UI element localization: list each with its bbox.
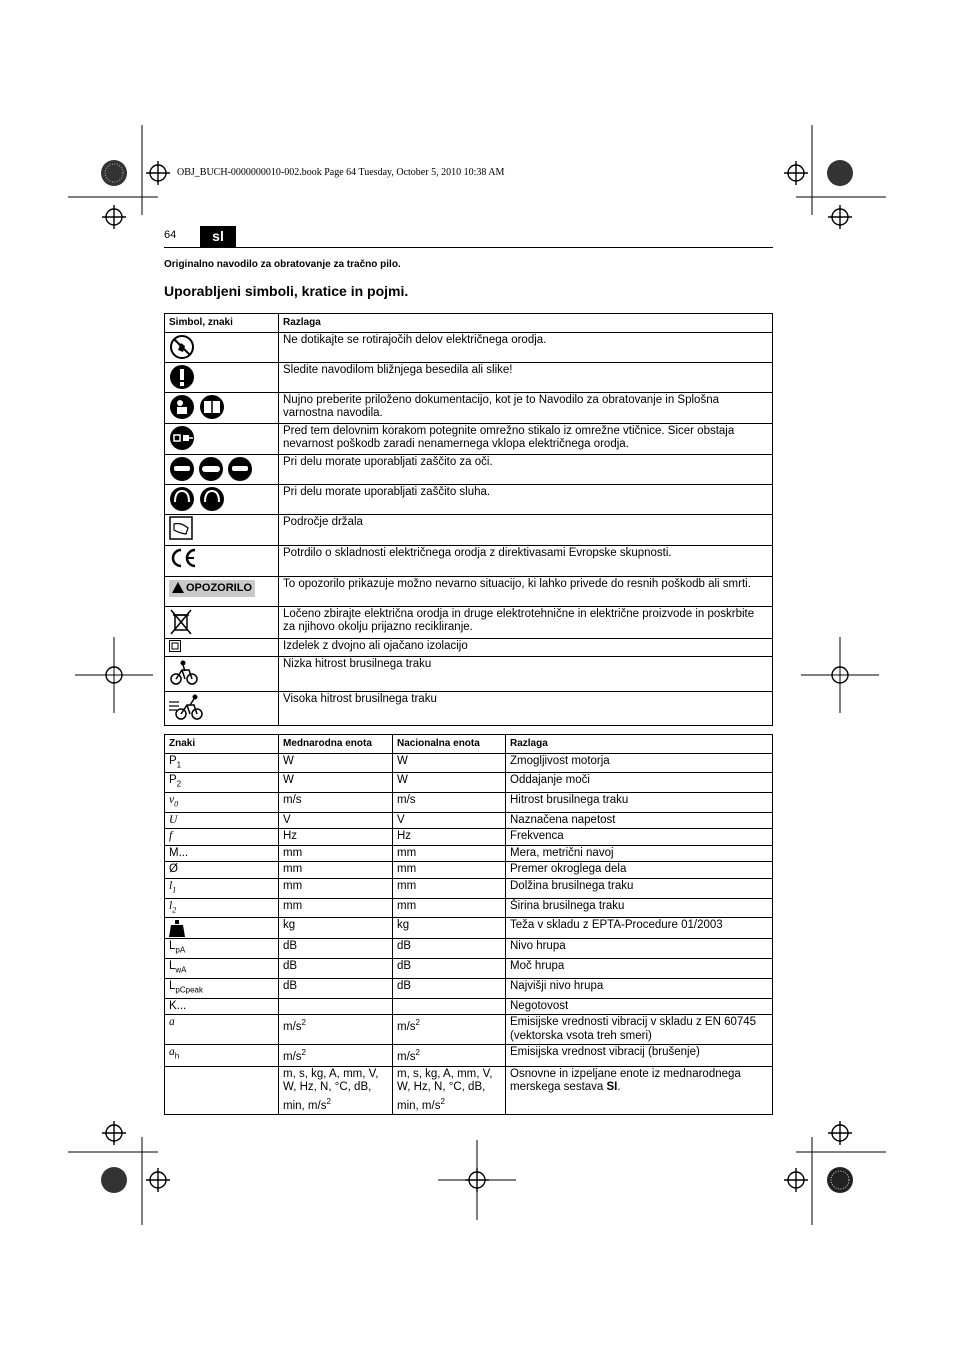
table-row [165,1045,773,1066]
table-row [165,638,773,656]
national-unit-cell [393,812,506,829]
unit-superscript: 2 [415,1048,420,1058]
unit-text: W [397,774,408,787]
explanation-text: Hitrost brusilnega traku [510,794,629,807]
unit-text: mm [283,846,303,859]
sign-symbol: K... [169,999,187,1012]
explanation-text: Negotovost [510,999,569,1012]
unit-text: W [283,754,294,767]
explanation-text: Emisijska vrednost vibracij (brušenje) [510,1046,700,1059]
explanation-text: Premer okroglega dela [510,863,627,876]
sign-symbol: L [169,960,176,973]
unit-text: mm [397,846,417,859]
symbols-table [164,313,773,726]
unit-superscript: 2 [301,1048,306,1058]
unit-text: m/s [283,1021,302,1034]
warning-triangle-icon [172,582,184,593]
international-unit-cell [279,998,393,1015]
symbol-cell [165,656,279,691]
symbol-cell [165,484,279,514]
header-rule [164,247,773,248]
sign-subscript: 2 [172,904,177,914]
unit-text: m/s [397,1051,416,1064]
explanation-cell: Pred tem delovnim korakom potegnite omrežno stikalo iz omrežne vtičnice. Sicer obstaja nevarnost poškodb zaradi nenamernega vklopa električnega orodja. [279,423,773,454]
unit-text: dB [283,940,298,953]
international-unit-cell [279,862,393,879]
unit-text: mm [397,863,417,876]
international-unit-cell [279,812,393,829]
national-unit-cell [393,898,506,918]
hand-grip-icon [169,516,193,540]
symbol-cell [165,332,279,362]
national-unit-cell [393,1045,506,1066]
sign-cell [165,878,279,898]
unit-superscript: 2 [326,1096,331,1106]
table-row [165,998,773,1015]
table-row [165,656,773,691]
sign-cell [165,1066,279,1114]
table-row [165,484,773,514]
symbol-cell [165,362,279,392]
table-row [165,812,773,829]
symbol-cell [165,576,279,606]
unit-text: mm [283,899,303,912]
explanation-cell: Pri delu morate uporabljati zaščito sluha. [279,484,773,514]
explanation-cell: To opozorilo prikazuje možno nevarno situacijo, ki lahko privede do resnih poškodb ali smrti. [279,576,773,606]
unit-text: Hz [397,830,412,843]
national-unit-cell [393,862,506,879]
explanation-cell [506,959,773,979]
explanation-cell [506,793,773,813]
sign-cell [165,979,279,999]
sign-symbol: M... [169,846,189,859]
sign-cell [165,793,279,813]
table-row [165,862,773,879]
national-unit-cell [393,1015,506,1045]
explanation-cell [506,1066,773,1114]
explanation-cell [506,812,773,829]
unit-text: kg [283,919,296,932]
unit-text: mm [283,879,303,892]
header-explanation: Razlaga [506,735,773,754]
unit-text: dB [283,980,298,993]
unit-text: kg [397,919,410,932]
explanation-cell [506,898,773,918]
explanation-cell [506,1045,773,1066]
explanation-cell: Področje držala [279,514,773,545]
international-unit-cell [279,1015,393,1045]
table-row [165,606,773,638]
sign-cell [165,1045,279,1066]
explanation-cell: Potrdilo o skladnosti električnega orodja z direktivasami Evropske skupnosti. [279,545,773,576]
unplug-icon [169,425,195,451]
explanation-cell: Sledite navodilom bližnjega besedila ali slike! [279,362,773,392]
read-manual-icon [169,394,225,420]
file-info: OBJ_BUCH-0000000010-002.book Page 64 Tuesday, October 5, 2010 10:38 AM [177,167,505,178]
table-row [165,918,773,939]
sign-subscript: pCpeak [175,985,203,995]
sign-subscript: 0 [174,799,179,809]
language-tab: sl [200,226,236,247]
table-row [165,959,773,979]
explanation-cell: Izdelek z dvojno ali ojačano izolacijo [279,638,773,656]
table-row [165,1015,773,1045]
national-unit-cell [393,793,506,813]
unit-text: mm [397,899,417,912]
table-row [165,423,773,454]
sign-symbol: a [169,1046,175,1059]
explanation-tail: . [617,1081,621,1094]
table-row [165,691,773,725]
explanation-cell [506,878,773,898]
explanation-text: Zmogljivost motorja [510,754,610,767]
explanation-cell [506,918,773,939]
weee-bin-icon [169,608,193,636]
unit-text: m/s [397,1021,416,1034]
national-unit-cell [393,878,506,898]
sign-cell [165,918,279,939]
sign-cell [165,812,279,829]
sign-cell [165,998,279,1015]
explanation-cell: Ne dotikajte se rotirajočih delov električnega orodja. [279,332,773,362]
explanation-cell [506,773,773,793]
eye-protection-icon [169,456,253,482]
national-unit-cell [393,845,506,862]
unit-text: mm [283,863,303,876]
national-unit-cell [393,753,506,773]
sign-subscript: 1 [176,759,182,769]
explanation-cell [506,998,773,1015]
table-row [165,829,773,846]
sign-symbol: f [169,830,173,843]
explanation-text: Najvišji nivo hrupa [510,980,604,993]
weight-icon [169,919,185,937]
international-unit-cell [279,1066,393,1114]
national-unit-cell [393,773,506,793]
sign-cell [165,829,279,846]
symbol-cell [165,638,279,656]
unit-text: dB [397,980,412,993]
explanation-text: Emisijske vrednosti vibracij v skladu z EN 60745 (vektorska vsota treh smeri) [510,1016,757,1042]
table-row [165,939,773,959]
sign-subscript: pA [175,945,186,955]
national-unit-cell [393,918,506,939]
national-unit-cell [393,829,506,846]
international-unit-cell [279,898,393,918]
explanation-text: Oddajanje moči [510,774,590,787]
page-number: 64 [164,229,177,241]
table-row [165,514,773,545]
explanation-cell [506,845,773,862]
international-unit-cell [279,918,393,939]
sign-cell [165,898,279,918]
table-row [165,576,773,606]
national-unit-cell [393,939,506,959]
international-unit-cell [279,753,393,773]
sign-symbol: l [169,899,173,912]
unit-superscript: 2 [415,1018,420,1028]
symbol-cell [165,423,279,454]
explanation-text: Moč hrupa [510,960,565,973]
table-row [165,362,773,392]
table-row [165,793,773,813]
unit-text: m/s [283,1051,302,1064]
header-explanation: Razlaga [279,314,773,333]
explanation-text: Mera, metrični navoj [510,846,614,859]
unit-superscript: 2 [440,1096,445,1106]
sign-cell [165,753,279,773]
unit-text: m, s, kg, A, mm, V, W, Hz, N, °C, dB, min, m/s [283,1067,379,1112]
table-row [165,878,773,898]
table-row [165,545,773,576]
explanation-cell [506,939,773,959]
symbol-cell [165,691,279,725]
unit-text: W [283,774,294,787]
international-unit-cell [279,878,393,898]
explanation-cell: Nizka hitrost brusilnega traku [279,656,773,691]
unit-text: m/s [397,794,416,807]
explanation-cell [506,753,773,773]
international-unit-cell [279,773,393,793]
ear-protection-icon [169,486,225,512]
double-insulation-icon [169,640,181,652]
national-unit-cell [393,979,506,999]
international-unit-cell [279,979,393,999]
header-international-unit: Mednarodna enota [279,735,393,754]
explanation-text: Teža v skladu z EPTA-Procedure 01/2003 [510,919,723,932]
explanation-text: Osnovne in izpeljane enote iz mednarodnega merskega sestava [510,1067,741,1094]
document-subtitle: Originalno navodilo za obratovanje za tračno pilo. [164,259,401,270]
sign-symbol: P [169,754,177,767]
warning-label-icon [169,580,255,598]
national-unit-cell [393,959,506,979]
ce-mark-icon [169,547,199,569]
unit-text: m, s, kg, A, mm, V, W, Hz, N, °C, dB, min, m/s [397,1067,493,1112]
table-row [165,1066,773,1114]
explanation-cell [506,979,773,999]
explanation-cell [506,862,773,879]
unit-text: Hz [283,830,298,843]
table-row [165,753,773,773]
unit-text: W [397,754,408,767]
explanation-text: Naznačena napetost [510,813,616,826]
table-row [165,898,773,918]
unit-text: V [283,813,291,826]
slow-speed-icon [169,658,199,686]
si-abbreviation: SI [606,1081,618,1094]
explanation-text: Dolžina brusilnega traku [510,879,634,892]
symbol-cell [165,606,279,638]
symbols-table-header [165,314,773,333]
no-touch-rotating-icon [169,334,195,360]
unit-text: dB [397,960,412,973]
symbol-cell [165,545,279,576]
sign-cell [165,845,279,862]
table-row [165,845,773,862]
sign-symbol: P [169,774,177,787]
units-table-header [165,735,773,754]
exclamation-icon [169,364,195,390]
sign-cell [165,959,279,979]
sign-cell [165,862,279,879]
sign-subscript: 2 [176,779,182,789]
unit-text: dB [283,960,298,973]
symbol-cell [165,514,279,545]
national-unit-cell [393,998,506,1015]
sign-cell [165,939,279,959]
explanation-cell [506,1015,773,1045]
unit-superscript: 2 [301,1018,306,1028]
explanation-text: Nivo hrupa [510,940,566,953]
sign-symbol: a [169,1016,175,1029]
explanation-text: Širina brusilnega traku [510,899,625,912]
explanation-text: Frekvenca [510,830,564,843]
international-unit-cell [279,793,393,813]
header-sign: Znaki [165,735,279,754]
unit-text: dB [397,940,412,953]
sign-symbol: l [169,879,173,892]
national-unit-cell [393,1066,506,1114]
sign-symbol: U [169,813,178,826]
sign-symbol: Ø [169,863,178,876]
unit-text: mm [397,879,417,892]
sign-symbol: v [169,794,175,807]
table-row [165,332,773,362]
sign-subscript: 1 [172,885,177,895]
table-row [165,979,773,999]
explanation-cell: Visoka hitrost brusilnega traku [279,691,773,725]
section-title: Uporabljeni simboli, kratice in pojmi. [164,283,409,299]
unit-text: V [397,813,405,826]
header-symbol: Simbol, znaki [165,314,279,333]
explanation-cell [506,829,773,846]
units-table [164,734,773,1115]
symbol-cell [165,392,279,423]
explanation-cell: Nujno preberite priloženo dokumentacijo, kot je to Navodilo za obratovanje in Splošna varnostna navodila. [279,392,773,423]
sign-symbol: L [169,980,176,993]
high-speed-icon [169,693,205,721]
sign-cell [165,773,279,793]
sign-subscript: h [174,1051,180,1061]
international-unit-cell [279,939,393,959]
header-national-unit: Nacionalna enota [393,735,506,754]
international-unit-cell [279,959,393,979]
symbol-cell [165,454,279,484]
sign-cell [165,1015,279,1045]
table-row [165,392,773,423]
explanation-cell: Pri delu morate uporabljati zaščito za oči. [279,454,773,484]
table-row [165,454,773,484]
table-row [165,773,773,793]
unit-text: m/s [283,794,302,807]
sign-symbol: L [169,940,176,953]
warning-label-text: OPOZORILO [186,581,252,594]
international-unit-cell [279,1045,393,1066]
international-unit-cell [279,845,393,862]
explanation-cell: Ločeno zbirajte električna orodja in druge elektrotehnične in električne proizvode in poskrbite za njihovo okolju prijazno recikliranje. [279,606,773,638]
sign-subscript: wA [175,965,187,975]
international-unit-cell [279,829,393,846]
